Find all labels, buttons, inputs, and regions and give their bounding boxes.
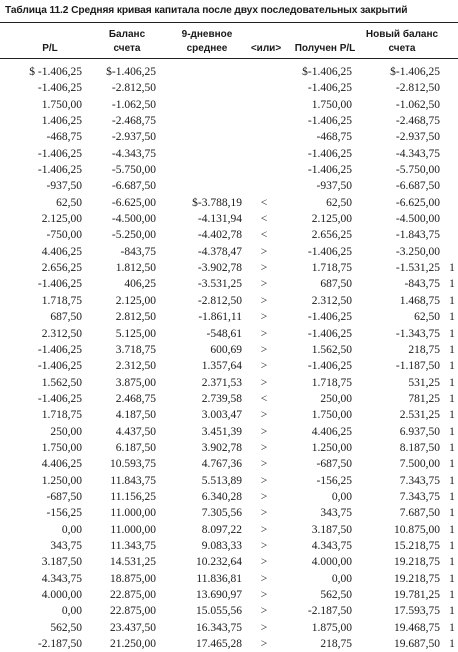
cell-balance: 11.000,00: [110, 507, 156, 520]
cell-received-pl: -1.406,25: [307, 164, 352, 177]
cell-extra: 1: [449, 376, 455, 389]
table-row: [0, 636, 458, 652]
cell-extra: 1: [449, 507, 455, 520]
cell-received-pl: 0,00: [331, 572, 352, 585]
cell-avg: 9.083,33: [201, 539, 242, 552]
cell-avg: -4.378,47: [197, 245, 242, 258]
cell-pl: 62,50: [56, 196, 82, 209]
cell-extra: 1: [449, 360, 455, 373]
cell-balance: -5.250,00: [111, 229, 156, 242]
cell-balance: 22.875,00: [110, 605, 156, 618]
cell-compare: >: [260, 490, 268, 503]
table-row: [0, 129, 458, 145]
cell-pl: 343,75: [50, 539, 82, 552]
cell-received-pl: 4.343,75: [311, 539, 352, 552]
cell-received-pl: 1.750,00: [311, 409, 352, 422]
cell-extra: 1: [449, 572, 455, 585]
cell-compare: >: [260, 343, 268, 356]
table-row: [0, 473, 458, 489]
cell-balance: 23.437,50: [110, 621, 156, 634]
cell-pl: 1.718,75: [41, 409, 82, 422]
table-row: [0, 522, 458, 538]
cell-pl: 2.312,50: [41, 327, 82, 340]
cell-received-pl: -1.406,25: [307, 245, 352, 258]
cell-received-pl: 2.312,50: [311, 294, 352, 307]
cell-received-pl: 1.750,00: [311, 98, 352, 111]
cell-received-pl: 1.875,00: [311, 621, 352, 634]
cell-received-pl: 1.562,50: [311, 343, 352, 356]
cell-compare: >: [260, 376, 268, 389]
cell-compare: >: [260, 539, 268, 552]
cell-balance: 6.187,50: [115, 441, 156, 454]
table-row: [0, 146, 458, 162]
cell-new-balance: 19.687,50: [394, 638, 440, 651]
cell-extra: 1: [449, 441, 455, 454]
header-balance-line1: Баланс: [108, 29, 146, 40]
table-row: [0, 97, 458, 113]
cell-avg: 3.451,39: [201, 425, 242, 438]
table-row: [0, 407, 458, 423]
cell-balance: 21.250,00: [110, 638, 156, 651]
cell-pl: -2.187,50: [37, 638, 82, 651]
cell-received-pl: -687,50: [316, 458, 352, 471]
cell-new-balance: 7.343,75: [399, 474, 440, 487]
cell-pl: 1.250,00: [41, 474, 82, 487]
cell-pl: 250,00: [50, 425, 82, 438]
cell-pl: -1.406,25: [37, 147, 82, 160]
cell-balance: 2.468,75: [115, 392, 156, 405]
cell-extra: 1: [449, 327, 455, 340]
cell-extra: 1: [449, 278, 455, 291]
cell-avg: 3.902,78: [201, 441, 242, 454]
cell-avg: 16.343,75: [196, 621, 242, 634]
table-row: [0, 113, 458, 129]
cell-balance: -843,75: [120, 245, 156, 258]
cell-compare: >: [260, 589, 268, 601]
cell-pl: -1.406,25: [37, 82, 82, 95]
header-pl: P/L: [42, 43, 58, 54]
cell-extra: 1: [449, 458, 455, 471]
cell-avg: -3.902,78: [197, 262, 242, 275]
cell-balance: 2.312,50: [115, 360, 156, 373]
cell-pl: 2.656,25: [41, 262, 82, 275]
cell-pl: 4.406,25: [41, 245, 82, 258]
cell-avg: 15.055,56: [196, 605, 242, 618]
cell-pl: -156,25: [46, 507, 82, 520]
cell-balance: -6.687,50: [111, 180, 156, 193]
cell-pl: -1.406,25: [37, 392, 82, 405]
cell-avg: 2.371,53: [201, 376, 242, 389]
cell-pl: 1.750,00: [41, 98, 82, 111]
cell-extra: 1: [449, 409, 455, 422]
cell-avg: 2.739,58: [201, 392, 242, 405]
cell-avg: 13.690,97: [196, 589, 242, 601]
table-row: [0, 358, 458, 374]
header-new-balance-line2: счета: [388, 43, 416, 54]
cell-compare: >: [260, 409, 268, 422]
cell-avg: 17.465,28: [196, 638, 242, 651]
cell-avg: 7.305,56: [201, 507, 242, 520]
cell-pl: -687,50: [46, 490, 82, 503]
cell-new-balance: 19.218,75: [394, 556, 440, 569]
table-row: [0, 293, 458, 309]
cell-new-balance: -2.468,75: [395, 115, 440, 128]
table-row: [0, 276, 458, 292]
cell-received-pl: 3.187,50: [311, 523, 352, 536]
cell-new-balance: -1.843,75: [395, 229, 440, 242]
cell-pl: 0,00: [61, 605, 82, 618]
cell-extra: 1: [449, 638, 455, 651]
cell-balance: -2.937,50: [111, 131, 156, 144]
cell-balance: 22.875,00: [110, 589, 156, 601]
cell-pl: -1.406,25: [37, 164, 82, 177]
header-rule: [0, 58, 458, 59]
header-compare: <или>: [250, 43, 282, 54]
cell-new-balance: 17.593,75: [394, 605, 440, 618]
table-row: [0, 489, 458, 505]
cell-compare: >: [260, 327, 268, 340]
cell-extra: 1: [449, 589, 455, 601]
cell-balance: 11.343,75: [110, 539, 156, 552]
cell-extra: 1: [449, 490, 455, 503]
cell-compare: <: [260, 196, 268, 209]
cell-received-pl: 562,50: [320, 589, 352, 601]
cell-new-balance: 1.468,75: [399, 294, 440, 307]
cell-new-balance: -1.343,75: [395, 327, 440, 340]
cell-received-pl: -1.406,25: [307, 115, 352, 128]
cell-avg: -4.402,78: [197, 229, 242, 242]
cell-balance: 406,25: [124, 278, 156, 291]
cell-pl: 3.187,50: [41, 556, 82, 569]
cell-new-balance: $-1.406,25: [390, 66, 440, 78]
cell-extra: 1: [449, 474, 455, 487]
cell-compare: >: [260, 572, 268, 585]
cell-new-balance: 7.343,75: [399, 490, 440, 503]
cell-balance: -2.812,50: [111, 82, 156, 95]
cell-received-pl: -1.406,25: [307, 327, 352, 340]
table-row: [0, 342, 458, 358]
cell-received-pl: 1.718,75: [311, 376, 352, 389]
cell-new-balance: 62,50: [414, 311, 440, 324]
cell-extra: 1: [449, 262, 455, 275]
cell-extra: 1: [449, 294, 455, 307]
cell-pl: 0,00: [61, 523, 82, 536]
cell-balance: 4.437,50: [115, 425, 156, 438]
cell-balance: 11.000,00: [110, 523, 156, 536]
table-row: [0, 162, 458, 178]
cell-extra: 1: [449, 523, 455, 536]
cell-pl: 1.406,25: [41, 115, 82, 128]
cell-new-balance: -1.187,50: [395, 360, 440, 373]
cell-pl: 562,50: [50, 621, 82, 634]
cell-compare: >: [260, 474, 268, 487]
table-row: [0, 64, 458, 80]
cell-received-pl: -1.406,25: [307, 360, 352, 373]
cell-new-balance: 19.218,75: [394, 572, 440, 585]
cell-balance: -4.343,75: [111, 147, 156, 160]
cell-new-balance: 7.500,00: [399, 458, 440, 471]
cell-pl: -1.406,25: [37, 278, 82, 291]
cell-pl: 687,50: [50, 311, 82, 324]
cell-extra: 1: [449, 343, 455, 356]
table-row: [0, 211, 458, 227]
cell-avg: 10.232,64: [196, 556, 242, 569]
cell-new-balance: 531,25: [408, 376, 440, 389]
cell-new-balance: -6.625,00: [395, 196, 440, 209]
cell-compare: >: [260, 621, 268, 634]
cell-new-balance: 218,75: [408, 343, 440, 356]
cell-received-pl: $-1.406,25: [302, 66, 352, 78]
cell-extra: 1: [449, 605, 455, 618]
table-row: [0, 391, 458, 407]
cell-compare: >: [260, 605, 268, 618]
cell-avg: 8.097,22: [201, 523, 242, 536]
cell-received-pl: 687,50: [320, 278, 352, 291]
cell-compare: >: [260, 638, 268, 651]
header-avg-line1: 9-дневное: [181, 29, 233, 40]
cell-pl: 1.562,50: [41, 376, 82, 389]
table-row: [0, 326, 458, 342]
cell-pl: 4.406,25: [41, 458, 82, 471]
cell-balance: 4.187,50: [115, 409, 156, 422]
cell-balance: 11.843,75: [110, 474, 156, 487]
cell-new-balance: -843,75: [404, 278, 440, 291]
cell-new-balance: 781,25: [408, 392, 440, 405]
cell-received-pl: 343,75: [320, 507, 352, 520]
cell-received-pl: 250,00: [320, 392, 352, 405]
cell-received-pl: -2.187,50: [307, 605, 352, 618]
header-received-pl: Получен P/L: [294, 43, 356, 54]
cell-balance: -1.062,50: [111, 98, 156, 111]
cell-compare: >: [260, 245, 268, 258]
cell-balance: 2.812,50: [115, 311, 156, 324]
title-rule: [0, 22, 458, 23]
header-new-balance-line1: Новый баланс: [365, 29, 439, 40]
cell-new-balance: -2.937,50: [395, 131, 440, 144]
cell-compare: >: [260, 360, 268, 373]
cell-pl: -468,75: [46, 131, 82, 144]
cell-compare: <: [260, 213, 268, 226]
cell-new-balance: -4.343,75: [395, 147, 440, 160]
cell-compare: >: [260, 311, 268, 324]
cell-received-pl: 1.718,75: [311, 262, 352, 275]
cell-balance: 11.156,25: [110, 490, 156, 503]
cell-compare: >: [260, 441, 268, 454]
cell-compare: >: [260, 425, 268, 438]
cell-compare: >: [260, 262, 268, 275]
table-row: [0, 178, 458, 194]
cell-avg: -2.812,50: [197, 294, 242, 307]
table-title: Таблица 11.2 Средняя кривая капитала после двух последовательных закрытий: [5, 5, 408, 16]
cell-extra: 1: [449, 539, 455, 552]
table-row: [0, 620, 458, 636]
cell-compare: <: [260, 392, 268, 405]
cell-new-balance: -1.531,25: [395, 262, 440, 275]
cell-received-pl: 4.406,25: [311, 425, 352, 438]
cell-pl: -1.406,25: [37, 360, 82, 373]
cell-extra: 1: [449, 392, 455, 405]
cell-avg: $-3.788,19: [192, 196, 242, 209]
cell-balance: 18.875,00: [110, 572, 156, 585]
cell-received-pl: -1.406,25: [307, 311, 352, 324]
cell-avg: -1.861,11: [198, 311, 242, 324]
table-row: [0, 440, 458, 456]
cell-balance: -5.750,00: [111, 164, 156, 177]
cell-extra: 1: [449, 621, 455, 634]
table-row: [0, 309, 458, 325]
cell-avg: 3.003,47: [201, 409, 242, 422]
cell-received-pl: 1.250,00: [311, 441, 352, 454]
cell-pl: -750,00: [46, 229, 82, 242]
cell-balance: 10.593,75: [110, 458, 156, 471]
cell-received-pl: 62,50: [326, 196, 352, 209]
cell-pl: 1.718,75: [41, 294, 82, 307]
table-row: [0, 554, 458, 570]
table-row: [0, 603, 458, 619]
cell-new-balance: 6.937,50: [399, 425, 440, 438]
cell-compare: >: [260, 294, 268, 307]
cell-compare: >: [260, 523, 268, 536]
cell-extra: 1: [449, 425, 455, 438]
cell-pl: 2.125,00: [41, 213, 82, 226]
table-row: [0, 375, 458, 391]
cell-balance: 14.531,25: [110, 556, 156, 569]
cell-avg: 4.767,36: [201, 458, 242, 471]
cell-received-pl: -1.406,25: [307, 82, 352, 95]
cell-avg: -4.131,94: [197, 213, 242, 226]
cell-new-balance: 7.687,50: [399, 507, 440, 520]
cell-compare: >: [260, 556, 268, 569]
cell-pl: 4.343,75: [41, 572, 82, 585]
cell-balance: $-1.406,25: [106, 66, 156, 78]
cell-avg: 6.340,28: [201, 490, 242, 503]
table-row: [0, 505, 458, 521]
cell-new-balance: 10.875,00: [394, 523, 440, 536]
table-row: [0, 424, 458, 440]
header-balance-line2: счета: [113, 43, 141, 54]
table-row: [0, 80, 458, 96]
table-row: [0, 538, 458, 554]
cell-compare: >: [260, 507, 268, 520]
cell-balance: 3.718,75: [115, 343, 156, 356]
cell-received-pl: 2.656,25: [311, 229, 352, 242]
table-row: [0, 571, 458, 587]
cell-compare: >: [260, 278, 268, 291]
cell-balance: 5.125,00: [115, 327, 156, 340]
cell-balance: -4.500,00: [111, 213, 156, 226]
cell-new-balance: -1.062,50: [395, 98, 440, 111]
cell-avg: 11.836,81: [196, 572, 242, 585]
cell-received-pl: 4.000,00: [311, 556, 352, 569]
cell-received-pl: -156,25: [316, 474, 352, 487]
cell-new-balance: 15.218,75: [394, 539, 440, 552]
cell-new-balance: 8.187,50: [399, 441, 440, 454]
cell-avg: -3.531,25: [197, 278, 242, 291]
cell-compare: >: [260, 458, 268, 471]
cell-received-pl: -468,75: [316, 131, 352, 144]
cell-pl: $ -1.406,25: [29, 66, 82, 78]
cell-extra: 1: [449, 311, 455, 324]
table-row: [0, 260, 458, 276]
cell-avg: 600,69: [210, 343, 242, 356]
cell-balance: -2.468,75: [111, 115, 156, 128]
cell-avg: -548,61: [206, 327, 242, 340]
cell-received-pl: 2.125,00: [311, 213, 352, 226]
cell-pl: -1.406,25: [37, 343, 82, 356]
cell-new-balance: -5.750,00: [395, 164, 440, 177]
cell-new-balance: -2.812,50: [395, 82, 440, 95]
table-row: [0, 456, 458, 472]
table-row: [0, 227, 458, 243]
cell-balance: -6.625,00: [111, 196, 156, 209]
cell-new-balance: 19.468,75: [394, 621, 440, 634]
cell-new-balance: 19.781,25: [394, 589, 440, 601]
cell-received-pl: -937,50: [316, 180, 352, 193]
table-row: [0, 244, 458, 260]
cell-pl: 1.750,00: [41, 441, 82, 454]
cell-extra: 1: [449, 556, 455, 569]
cell-received-pl: 218,75: [320, 638, 352, 651]
cell-avg: 1.357,64: [201, 360, 242, 373]
header-avg-line2: среднее: [186, 43, 228, 54]
cell-new-balance: -4.500,00: [395, 213, 440, 226]
cell-new-balance: 2.531,25: [399, 409, 440, 422]
cell-new-balance: -6.687,50: [395, 180, 440, 193]
cell-received-pl: 0,00: [331, 490, 352, 503]
data-table-body: [0, 64, 458, 652]
cell-pl: 4.000,00: [41, 589, 82, 601]
table-row: [0, 195, 458, 211]
table-row: [0, 587, 458, 603]
cell-balance: 1.812,50: [115, 262, 156, 275]
cell-new-balance: -3.250,00: [395, 245, 440, 258]
cell-avg: 5.513,89: [201, 474, 242, 487]
cell-balance: 3.875,00: [115, 376, 156, 389]
cell-pl: -937,50: [46, 180, 82, 193]
cell-balance: 2.125,00: [115, 294, 156, 307]
cell-received-pl: -1.406,25: [307, 147, 352, 160]
cell-compare: <: [260, 229, 268, 242]
